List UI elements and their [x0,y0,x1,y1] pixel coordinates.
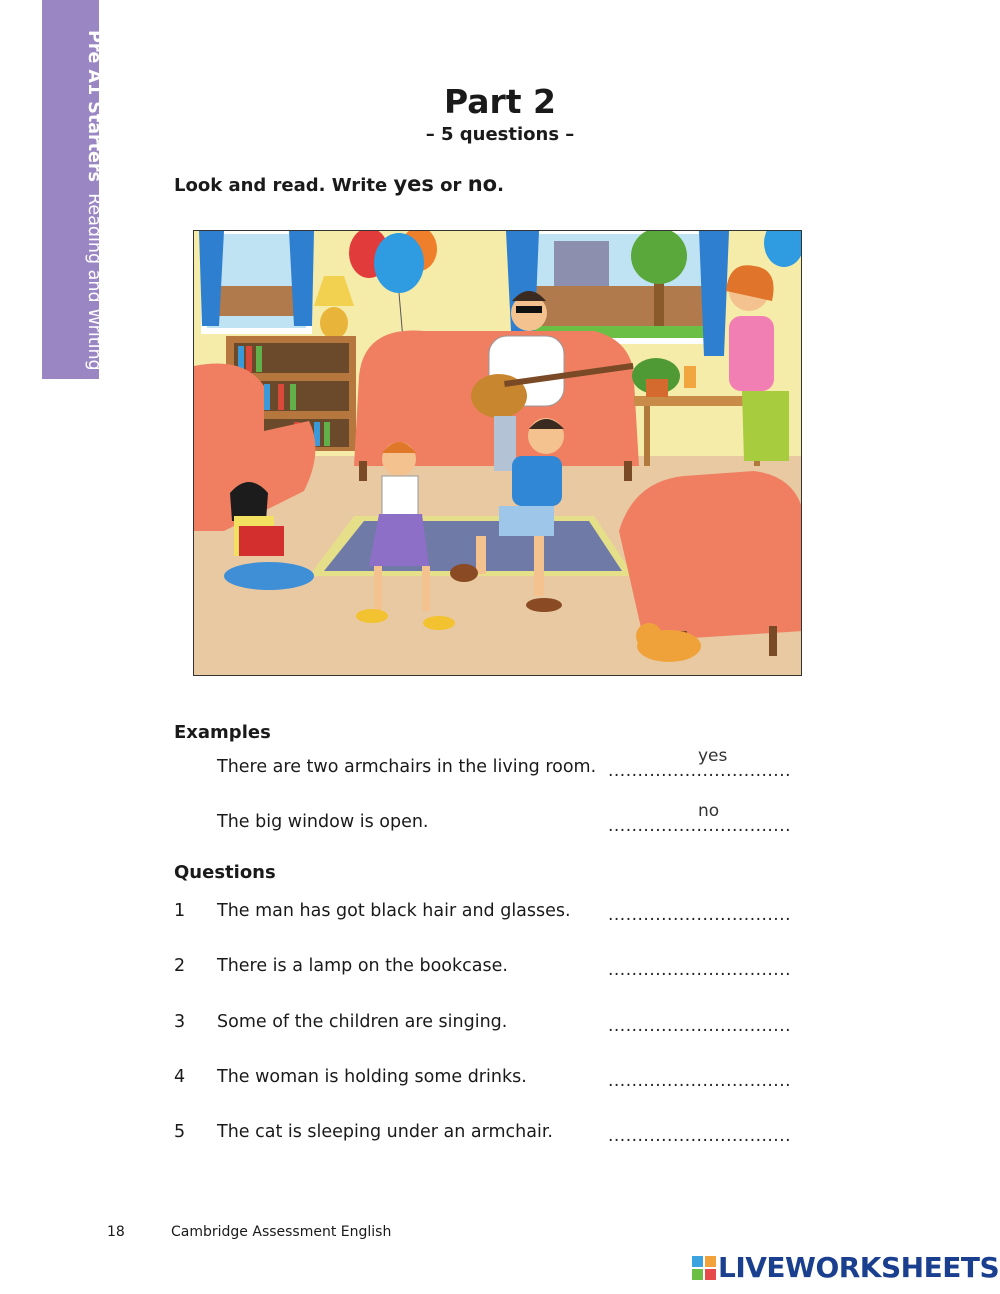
living-room-illustration [193,230,802,676]
question-row [174,1122,834,1152]
question-text: The woman is holding some drinks. [217,1067,527,1087]
liveworksheets-wordmark: LIVEWORKSHEETS [718,1251,1000,1284]
question-number: 2 [174,956,186,976]
examples-heading: Examples [174,722,271,743]
answer-line: ............................... [608,816,792,836]
instruction-prefix: Look and read. Write [174,175,388,196]
answer-field[interactable]: ............................... [608,1126,792,1146]
instruction-yes: yes [393,172,434,196]
question-text: The cat is sleeping under an armchair. [217,1122,553,1142]
answer-line: ............................... [608,761,792,781]
liveworksheets-grid-icon [692,1256,716,1280]
page-title: Part 2 [443,82,557,121]
instruction [174,172,504,196]
question-number: 4 [174,1067,186,1087]
question-text: There is a lamp on the bookcase. [217,956,508,976]
answer-field[interactable]: ............................... [608,905,792,925]
side-tab [42,0,104,379]
example-answer: yes [698,746,728,766]
answer-field[interactable]: ............................... [608,1071,792,1091]
page-subtitle: – 5 questions – [425,124,575,145]
question-row [174,1012,834,1042]
example-text: There are two armchairs in the living room. [217,757,597,777]
question-number: 3 [174,1012,186,1032]
question-row [174,956,834,986]
question-number: 5 [174,1122,186,1142]
example-row [174,746,834,787]
instruction-no: no [467,172,498,196]
question-row [174,1067,834,1097]
example-text: The big window is open. [217,812,429,832]
side-tab-level: Pre A1 Starters [84,30,104,182]
page-number: 18 [107,1224,125,1240]
answer-field[interactable]: ............................... [608,960,792,980]
questions-heading: Questions [174,862,276,883]
question-text: Some of the children are singing. [217,1012,508,1032]
answer-field[interactable]: ............................... [608,1016,792,1036]
question-number: 1 [174,901,186,921]
side-tab-paper: Reading and Writing [84,193,104,371]
instruction-end: . [497,175,504,196]
instruction-or: or [440,175,462,196]
question-text: The man has got black hair and glasses. [217,901,571,921]
publisher-name: Cambridge Assessment English [171,1224,392,1240]
example-row [174,801,834,842]
question-row [174,901,834,931]
example-answer: no [698,801,720,821]
